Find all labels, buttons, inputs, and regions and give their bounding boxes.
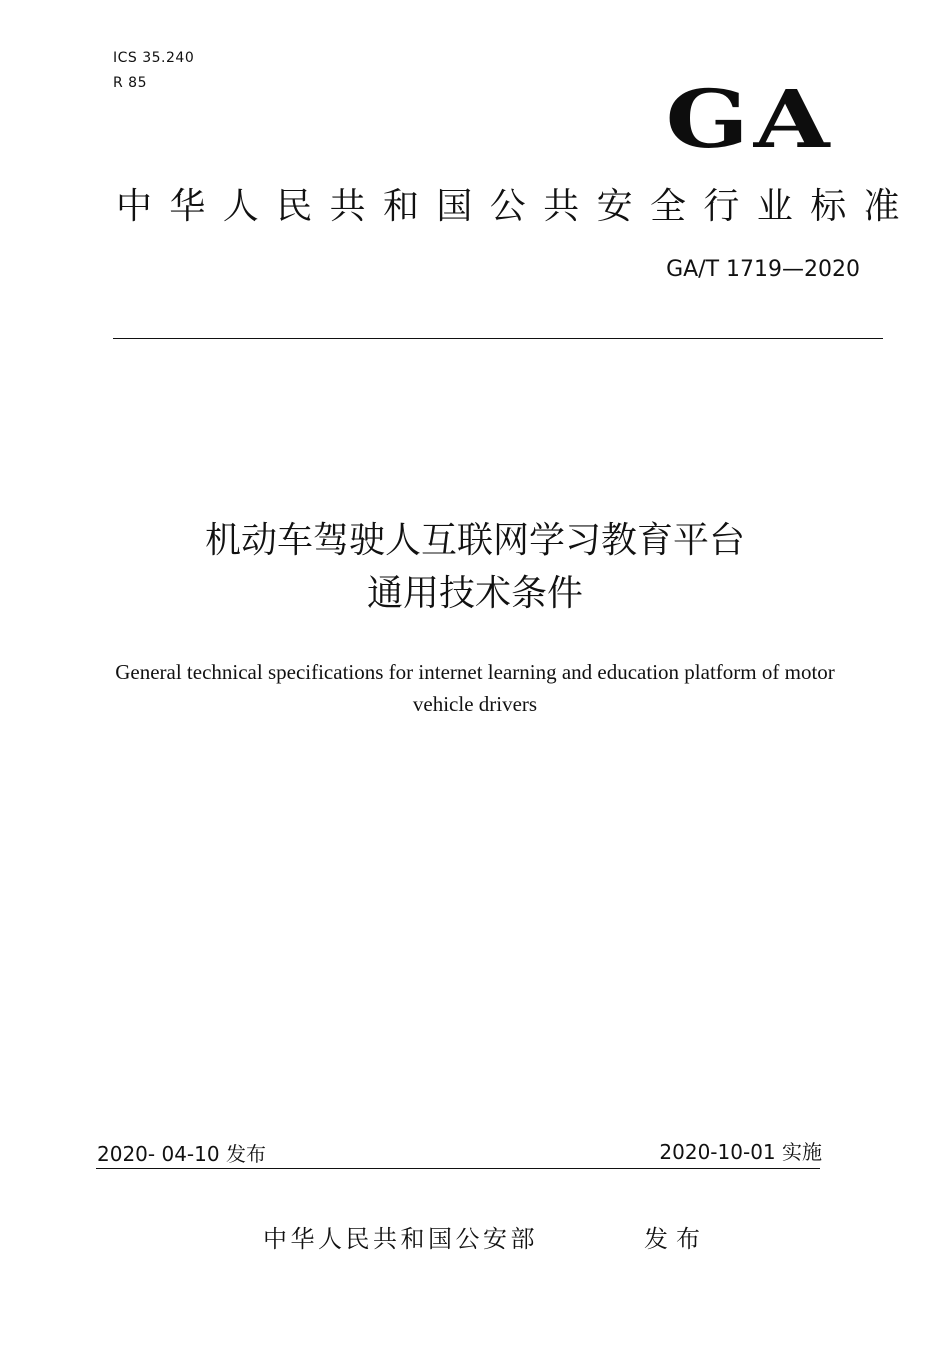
standard-number: GA/T 1719—2020 bbox=[666, 257, 860, 282]
document-title-cn-line2: 通用技术条件 bbox=[366, 573, 583, 614]
ics-code: ICS 35.240 bbox=[113, 50, 195, 66]
document-title-en-line1: General technical specifications for internet learning and education platform of motor bbox=[115, 660, 835, 684]
ga-logo: GA bbox=[665, 72, 834, 166]
publisher: 中华人民共和国公安部 bbox=[263, 1225, 538, 1253]
classification-code: R 85 bbox=[113, 75, 147, 91]
dates-divider bbox=[96, 1168, 820, 1169]
document-title-en-line2: vehicle drivers bbox=[412, 692, 538, 716]
publish-label: 发布 bbox=[644, 1225, 708, 1253]
document-title-cn-line1: 机动车驾驶人互联网学习教育平台 bbox=[204, 520, 745, 561]
standard-title: 中华人民共和国公共安全行业标准 bbox=[116, 186, 918, 227]
issue-date: 2020- 04-10 发布 bbox=[97, 1142, 266, 1166]
implementation-date: 2020-10-01 实施 bbox=[659, 1140, 822, 1164]
header-divider bbox=[113, 338, 883, 339]
